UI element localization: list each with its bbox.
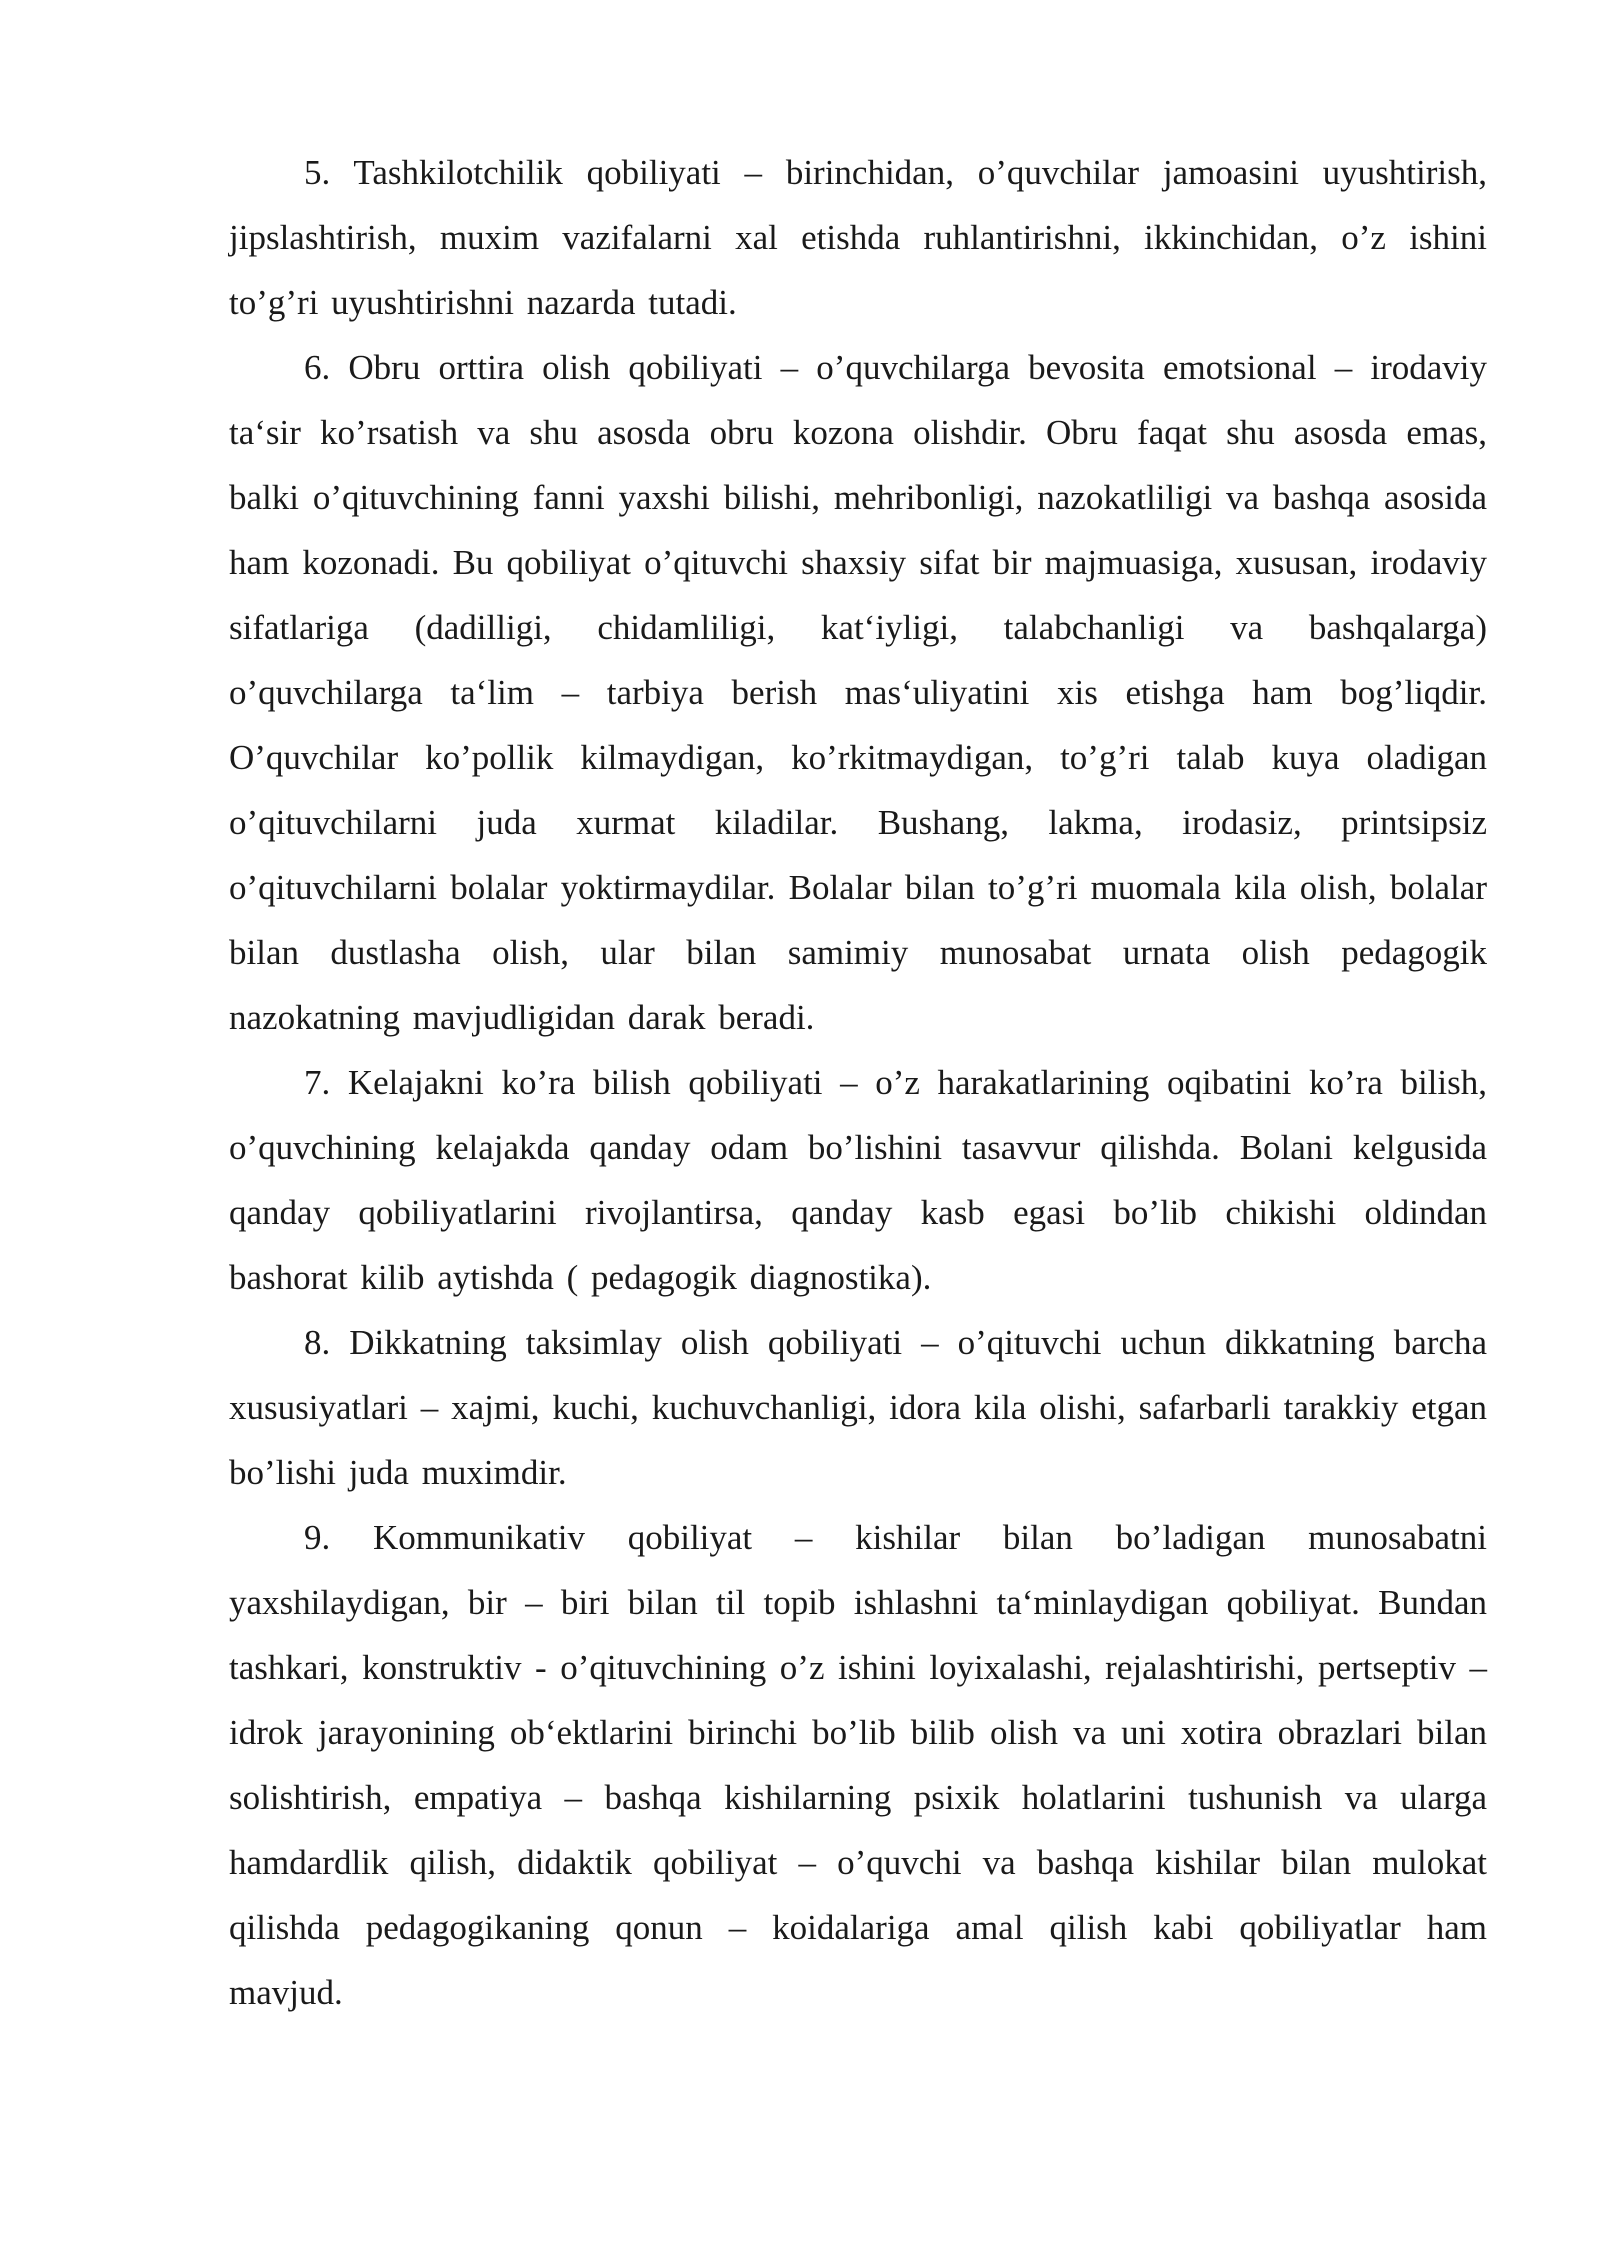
paragraph-authority-ability: 6. Obru orttira olish qobiliyati – o’quvchilarga bevosita emotsional – irodaviy ta‘sir ko’rsatish va shu asosda obru kozona olishdir. Obru faqat shu asosda emas, balki o’qituvchining fanni yaxshi bilishi, mehribonligi, nazokatliligi va bashqa asosida ham kozonadi. Bu qobiliyat o’qituvchi shaxsiy sifat bir majmuasiga, xususan, irodaviy sifatlariga (dadilligi, chidamliligi, kat‘iyligi, talabchanligi va bashqalarga) o’quvchilarga ta‘lim – tarbiya berish mas‘uliyatini xis etishga ham bog’liqdir. O’quvchilar ko’pollik kilmaydigan, ko’rkitmaydigan, to’g’ri talab kuya oladigan o’qituvchilarni juda xurmat kiladilar. Bushang, lakma, irodasiz, printsipsiz o’qituvchilarni bolalar yoktirmaydilar. Bolalar bilan to’g’ri muomala kila olish, bolalar bilan dustlasha olish, ular bilan samimiy munosabat urnata olish pedagogik nazokatning mavjudligidan darak beradi. bbox=[229, 348, 1487, 1037]
paragraph-organizational-ability: 5. Tashkilotchilik qobiliyati – birinchidan, o’quvchilar jamoasini uyushtirish, jipslashtirish, muxim vazifalarni xal etishda ruhlantirishni, ikkinchidan, o’z ishini to’g’ri uyushtirishni nazarda tutadi. bbox=[229, 153, 1487, 322]
paragraph-foresight-ability: 7. Kelajakni ko’ra bilish qobiliyati – o’z harakatlarining oqibatini ko’ra bilish, o’quvchining kelajakda qanday odam bo’lishini tasavvur qilishda. Bolani kelgusida qanday qobiliyatlarini rivojlantirsa, qanday kasb egasi bo’lib chikishi oldindan bashorat kilib aytishda ( pedagogik diagnostika). bbox=[229, 1063, 1487, 1297]
document-page bbox=[229, 140, 1487, 2025]
paragraph-attention-distribution-ability: 8. Dikkatning taksimlay olish qobiliyati – o’qituvchi uchun dikkatning barcha xususiyatlari – xajmi, kuchi, kuchuvchanligi, idora kila olishi, safarbarli tarakkiy etgan bo’lishi juda muximdir. bbox=[229, 1323, 1487, 1492]
paragraph-communicative-ability: 9. Kommunikativ qobiliyat – kishilar bilan bo’ladigan munosabatni yaxshilaydigan, bir – biri bilan til topib ishlashni ta‘minlaydigan qobiliyat. Bundan tashkari, konstruktiv - o’qituvchining o’z ishini loyixalashi, rejalashtirishi, pertseptiv – idrok jarayonining ob‘ektlarini birinchi bo’lib bilib olish va uni xotira obrazlari bilan solishtirish, empatiya – bashqa kishilarning psixik holatlarini tushunish va ularga hamdardlik qilish, didaktik qobiliyat – o’quvchi va bashqa kishilar bilan mulokat qilishda pedagogikaning qonun – koidalariga amal qilish kabi qobiliyatlar ham mavjud. bbox=[229, 1518, 1487, 2012]
